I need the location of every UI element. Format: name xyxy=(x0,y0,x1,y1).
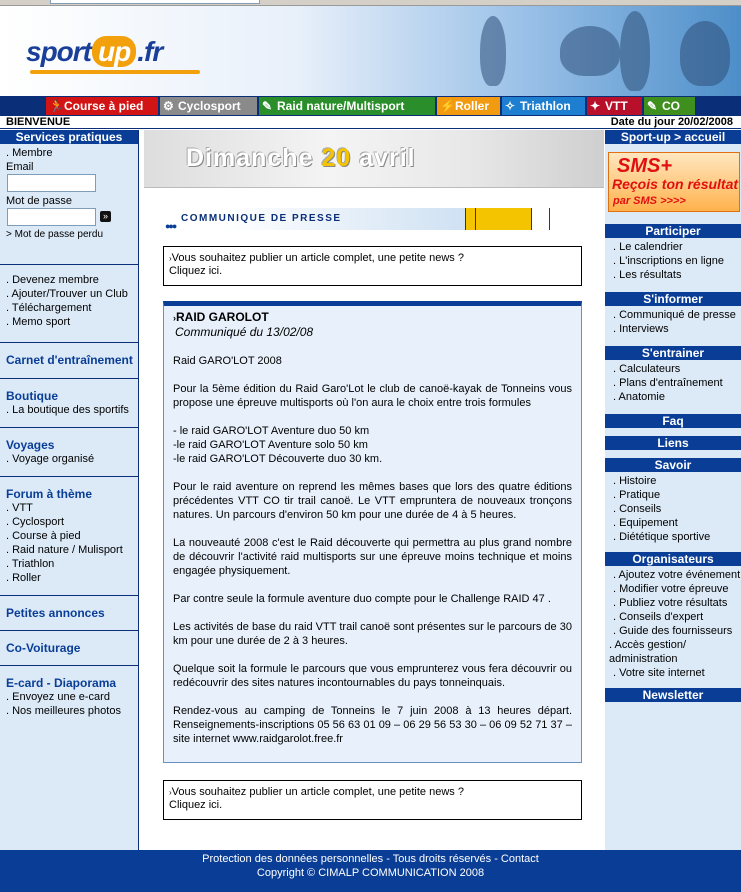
date-number: 20 xyxy=(321,144,352,172)
nav-label: Course à pied xyxy=(64,99,144,113)
membre-label: . Membre xyxy=(6,147,53,159)
email-label: Email xyxy=(6,161,34,173)
roller-icon: ⚡ xyxy=(440,99,455,113)
arrow-icon: › xyxy=(173,313,176,323)
link-interviews[interactable]: . Interviews xyxy=(613,323,669,335)
email-field[interactable] xyxy=(7,174,96,192)
link-meilleures-photos[interactable]: . Nos meilleures photos xyxy=(6,705,121,717)
right-sidebar xyxy=(605,130,741,850)
nav-label: VTT xyxy=(605,99,628,113)
promo-link[interactable]: Cliquez ici. xyxy=(169,265,223,277)
info-bar xyxy=(0,116,741,129)
section-carnet xyxy=(0,342,138,378)
link-club[interactable]: . Ajouter/Trouver un Club xyxy=(6,288,128,300)
link-carnet[interactable]: Carnet d'entraînement xyxy=(6,353,133,367)
site-footer xyxy=(0,850,741,892)
site-logo[interactable]: sport up .fr xyxy=(26,36,162,68)
section-covoiturage xyxy=(0,630,138,665)
link-plans[interactable]: . Plans d'entraînement xyxy=(613,377,723,389)
nav-roller[interactable] xyxy=(437,97,500,115)
nav-co[interactable] xyxy=(644,97,695,115)
link-acces-gestion[interactable]: . Accès gestion/ administration xyxy=(609,639,687,665)
publish-promo-top[interactable] xyxy=(163,246,582,286)
entrainer-header: S'entrainer xyxy=(605,346,741,360)
nav-label: Cyclosport xyxy=(178,99,241,113)
athlete-silhouette xyxy=(480,16,506,86)
athlete-silhouette xyxy=(560,26,620,76)
mountain-bike-icon: ✦ xyxy=(590,99,601,113)
logo-swoosh xyxy=(30,70,200,74)
link-ecard[interactable]: E-card - Diaporama xyxy=(6,676,117,690)
link-voyages[interactable]: Voyages xyxy=(6,438,55,452)
section-forum xyxy=(0,476,138,595)
section-participer xyxy=(605,224,741,282)
section-voyages xyxy=(0,427,138,476)
link-voyage-organise[interactable]: . Voyage organisé xyxy=(6,453,95,465)
link-modifier-epreuve[interactable]: . Modifier votre épreuve xyxy=(613,583,729,595)
forgot-password-link[interactable]: > Mot de passe perdu xyxy=(6,229,104,240)
link-boutique[interactable]: Boutique xyxy=(6,389,58,403)
footer-links[interactable]: Protection des données personnelles - Tous droits réservés - Contact xyxy=(202,853,539,865)
footer-copyright: Copyright © CIMALP COMMUNICATION 2008 xyxy=(256,867,485,879)
section-organisateurs xyxy=(605,552,741,680)
heading-block xyxy=(475,208,531,230)
site-banner xyxy=(0,6,741,96)
athlete-silhouette xyxy=(680,21,730,86)
article-subtitle: Communiqué du 13/02/08 xyxy=(175,325,314,339)
services-header: Services pratiques xyxy=(0,130,138,144)
heading-block xyxy=(531,208,549,230)
section-newsletter xyxy=(605,688,741,702)
promo-link[interactable]: Cliquez ici. xyxy=(169,799,223,811)
date-month: avril xyxy=(359,144,416,172)
section-title: ●●● COMMUNIQUE DE PRESSE xyxy=(163,208,465,230)
section-entrainer xyxy=(605,346,741,404)
link-dietetique[interactable]: . Diététique sportive xyxy=(613,531,711,543)
section-boutique xyxy=(0,378,138,427)
sms-results-banner[interactable] xyxy=(608,152,740,212)
link-forum[interactable]: Forum à thème xyxy=(6,487,93,501)
link-devenez-membre[interactable]: . Devenez membre xyxy=(6,274,99,286)
nav-course-a-pied[interactable] xyxy=(46,97,158,115)
nav-label: Roller xyxy=(455,99,490,113)
article-paragraph: - le raid GARO'LOT Aventure duo 50 km xyxy=(173,425,370,437)
nav-label: CO xyxy=(662,99,680,113)
section-annonces xyxy=(0,595,138,630)
nav-label: Raid nature/Multisport xyxy=(277,99,405,113)
article-title: RAID GAROLOT xyxy=(176,310,269,324)
article-paragraph: Pour le raid aventure on reprend les mêmes bases que lors des quatre éditions précédentes VTT CO tir trail canoë. Le VTT empruntera de nouveaux tronçons natures. Un parcours d'environ 50 km pour une durée de 4 à 5 heures. xyxy=(173,481,572,521)
hiker-icon: ✎ xyxy=(262,99,273,113)
heading-block xyxy=(465,208,475,230)
link-petites-annonces[interactable]: Petites annonces xyxy=(6,606,105,620)
newsletter-link[interactable]: Newsletter xyxy=(605,688,741,702)
main-content xyxy=(140,130,605,850)
link-anatomie[interactable]: . Anatomie xyxy=(613,391,665,403)
event-date-banner xyxy=(144,130,604,188)
section-faq xyxy=(605,414,741,428)
article-paragraph: -le raid GARO'LOT Aventure solo 50 km xyxy=(173,439,368,451)
nav-label: Triathlon xyxy=(520,99,571,113)
forum-item[interactable]: . VTT xyxy=(6,502,33,514)
forum-item[interactable]: . Roller xyxy=(6,572,41,584)
link-calculateurs[interactable]: . Calculateurs xyxy=(613,363,681,375)
link-site-internet[interactable]: . Votre site internet xyxy=(613,667,705,679)
link-ajoutez-evenement[interactable]: . Ajoutez votre événement xyxy=(613,569,741,581)
arrow-icon: › xyxy=(169,254,172,263)
password-field[interactable] xyxy=(7,208,96,226)
forum-item[interactable]: . Cyclosport xyxy=(6,516,65,528)
link-publiez-resultats[interactable]: . Publiez votre résultats xyxy=(613,597,728,609)
article-paragraph: Par contre seule la formule aventure duo compte pour le Challenge RAID 47 . xyxy=(173,593,551,605)
article-paragraph: Pour la 5ème édition du Raid Garo'Lot le club de canoë-kayak de Tonneins vous propose une épreuve multisports où l'on aura le choix entre trois formules xyxy=(173,383,572,409)
savoir-header: Savoir xyxy=(605,458,741,472)
runner-icon: 🏃 xyxy=(49,99,64,113)
link-memo-sport[interactable]: . Memo sport xyxy=(6,316,71,328)
article-paragraph: Rendez-vous au camping de Tonneins le 7 juin 2008 à 13 heures départ. Renseignements-inscriptions 05 56 63 01 09 – 06 29 56 53 30 – 06 09 52 71 37 – site internet www.raidgarolot.free.fr xyxy=(173,705,572,745)
forum-item[interactable]: . Raid nature / Mulisport xyxy=(6,544,123,556)
liens-link[interactable]: Liens xyxy=(605,436,741,450)
article-paragraph: -le raid GARO'LOT Découverte duo 30 km. xyxy=(173,453,383,465)
section-liens xyxy=(605,436,741,450)
forum-item[interactable]: . Triathlon xyxy=(6,558,55,570)
section-ecard xyxy=(0,665,138,718)
link-inscriptions[interactable]: . L'inscriptions en ligne xyxy=(613,255,724,267)
link-envoyez-ecard[interactable]: . Envoyez une e-card xyxy=(6,691,110,703)
member-links xyxy=(0,264,138,329)
link-telechargement[interactable]: . Téléchargement xyxy=(6,302,92,314)
link-conseils-expert[interactable]: . Conseils d'expert xyxy=(613,611,704,623)
heading-block xyxy=(549,208,582,230)
nav-raid-nature[interactable] xyxy=(259,97,435,115)
current-date: Date du jour 20/02/2008 xyxy=(610,116,733,128)
article-paragraph: Raid GARO'LOT 2008 xyxy=(173,355,282,367)
sms-tagline: Reçois ton résultat xyxy=(612,176,739,192)
publish-promo-bottom[interactable] xyxy=(163,780,582,820)
link-communique[interactable]: . Communiqué de presse xyxy=(613,309,736,321)
date-day: Dimanche xyxy=(186,144,314,172)
section-heading xyxy=(163,208,582,230)
article-paragraph: Quelque soit la formule le parcours que vous emprunterez vous fera découvrir ou redécouvrir des sites natures incontournables du pays tonneinquais. xyxy=(173,663,572,689)
press-article xyxy=(163,301,582,763)
sport-nav xyxy=(0,96,741,116)
arrow-icon: › xyxy=(169,788,172,797)
informer-header: S'informer xyxy=(605,292,741,306)
cyclist-icon: ⚙ xyxy=(163,99,174,113)
section-savoir xyxy=(605,458,741,544)
faq-link[interactable]: Faq xyxy=(605,414,741,428)
address-bar[interactable] xyxy=(50,0,260,4)
article-paragraph: Les activités de base du raid VTT trail canoë sont présentes sur le parcours de 30 km pour une durée de 2 à 3 heures. xyxy=(173,621,572,647)
link-pratique[interactable]: . Pratique xyxy=(613,489,661,501)
accueil-link[interactable]: Sport-up > accueil xyxy=(605,130,741,144)
link-covoiturage[interactable]: Co-Voiturage xyxy=(6,641,81,655)
orienteering-icon: ✎ xyxy=(647,99,658,113)
nav-vtt[interactable] xyxy=(587,97,642,115)
nav-cyclosport[interactable] xyxy=(160,97,257,115)
link-equipement[interactable]: . Equipement xyxy=(613,517,678,529)
triathlon-icon: ✧ xyxy=(505,99,516,113)
forum-item[interactable]: . Course à pied xyxy=(6,530,81,542)
promo-text: Vous souhaitez publier un article complet, une petite news ? xyxy=(171,252,464,264)
welcome-text: BIENVENUE xyxy=(6,116,71,128)
password-label: Mot de passe xyxy=(6,195,73,207)
link-conseils[interactable]: . Conseils xyxy=(613,503,662,515)
link-histoire[interactable]: . Histoire xyxy=(613,475,657,487)
link-calendrier[interactable]: . Le calendrier xyxy=(613,241,683,253)
link-boutique-sportifs[interactable]: . La boutique des sportifs xyxy=(6,404,129,416)
link-resultats[interactable]: . Les résultats xyxy=(613,269,682,281)
nav-triathlon[interactable] xyxy=(502,97,585,115)
section-informer xyxy=(605,292,741,336)
promo-text: Vous souhaitez publier un article complet, une petite news ? xyxy=(171,786,464,798)
sms-title: SMS+ xyxy=(617,155,673,177)
sms-subline: par SMS >>>> xyxy=(613,195,686,207)
login-button[interactable]: » xyxy=(100,211,111,222)
organisateurs-header: Organisateurs xyxy=(605,552,741,566)
participer-header: Participer xyxy=(605,224,741,238)
dots-icon: ●●● xyxy=(165,221,176,231)
article-paragraph: La nouveauté 2008 c'est le Raid découverte qui permettra au plus grand nombre de découvrir l'activité raid multisports sur une épreuve moins technique et moins engagée physiquement. xyxy=(173,537,572,577)
athlete-silhouette xyxy=(620,11,650,91)
left-sidebar xyxy=(0,130,139,850)
link-guide-fournisseurs[interactable]: . Guide des fournisseurs xyxy=(613,625,733,637)
